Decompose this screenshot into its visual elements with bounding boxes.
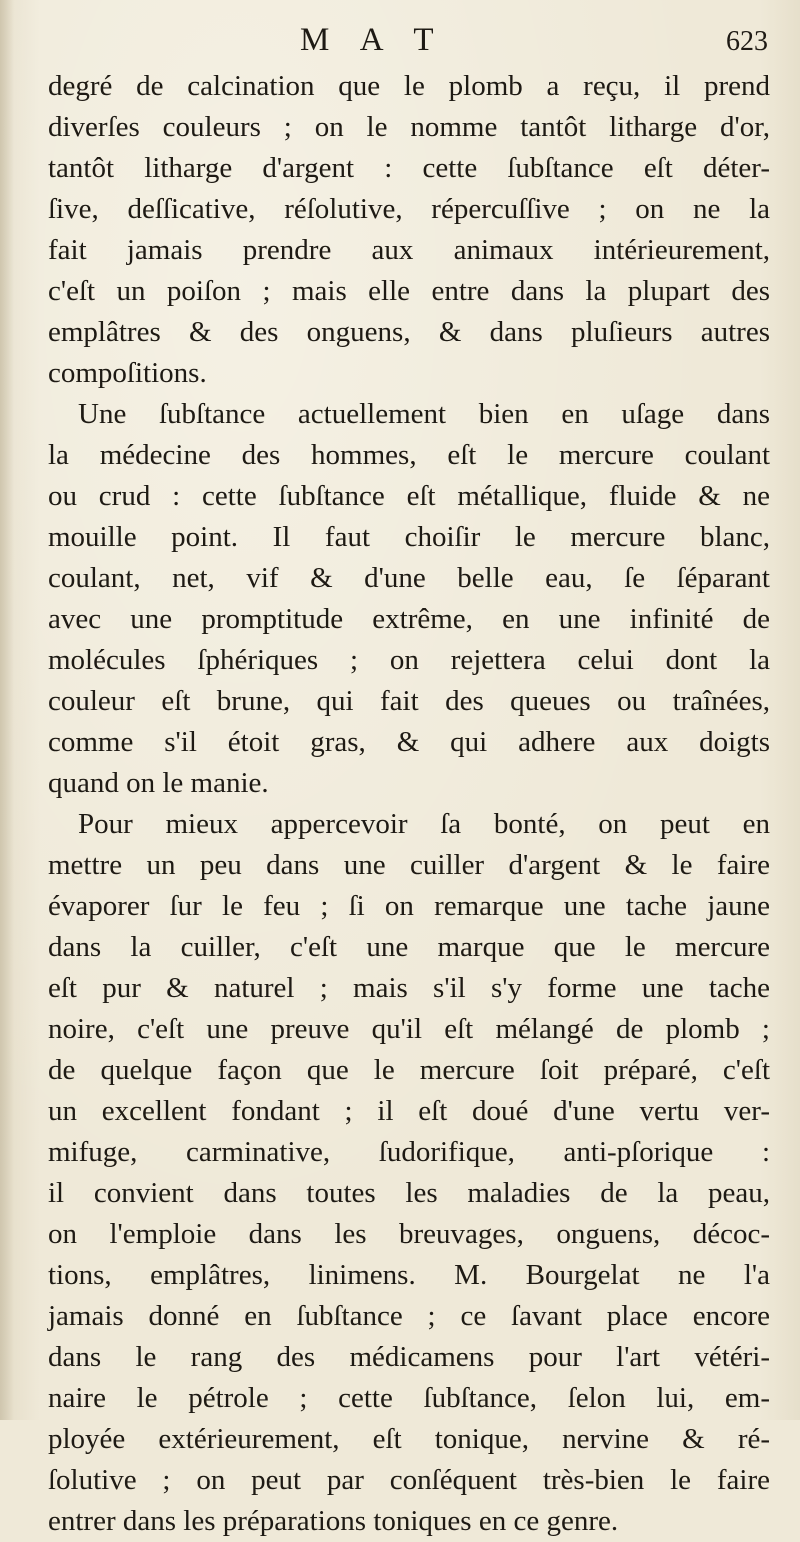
text-line: dans la cuiller, c'eſt une marque que le mercure (48, 931, 770, 963)
text-line: ſolutive ; on peut par conſéquent très-bien le faire (48, 1464, 770, 1496)
text-line: coulant, net, vif & d'une belle eau, ſe ſéparant (48, 562, 770, 594)
text-line: c'eſt un poiſon ; mais elle entre dans la plupart des (48, 275, 770, 307)
text-line: un excellent fondant ; il eſt doué d'une vertu ver- (48, 1095, 770, 1127)
text-line: tantôt litharge d'argent : cette ſubſtance eſt déter- (48, 152, 770, 184)
page-header (0, 22, 800, 62)
text-line: tions, emplâtres, linimens. M. Bourgelat ne l'a (48, 1259, 770, 1291)
text-line: la médecine des hommes, eſt le mercure coulant (48, 439, 770, 471)
text-line: jamais donné en ſubſtance ; ce ſavant place encore (48, 1300, 770, 1332)
text-line: ou crud : cette ſubſtance eſt métallique, fluide & ne (48, 480, 770, 512)
text-line: diverſes couleurs ; on le nomme tantôt litharge d'or, (48, 111, 770, 143)
paragraph-start-line: Pour mieux appercevoir ſa bonté, on peut en (78, 808, 770, 840)
text-line: noire, c'eſt une preuve qu'il eſt mélangé de plomb ; (48, 1013, 770, 1045)
text-line: de quelque façon que le mercure ſoit préparé, c'eſt (48, 1054, 770, 1086)
paragraph-end-line: quand on le manie. (48, 767, 269, 799)
text-line: ſive, deſſicative, réſolutive, répercuſſive ; on ne la (48, 193, 770, 225)
text-line: dans le rang des médicamens pour l'art vétéri- (48, 1341, 770, 1373)
paragraph-end-line: entrer dans les préparations toniques en ce genre. (48, 1505, 619, 1537)
text-line: avec une promptitude extrême, en une infinité de (48, 603, 770, 635)
text-line: fait jamais prendre aux animaux intérieurement, (48, 234, 770, 266)
paragraph-end-line: compoſitions. (48, 357, 207, 389)
text-line: évaporer ſur le feu ; ſi on remarque une tache jaune (48, 890, 770, 922)
page-number: 623 (726, 26, 768, 57)
text-line: molécules ſphériques ; on rejettera celui dont la (48, 644, 770, 676)
text-line: il convient dans toutes les maladies de la peau, (48, 1177, 770, 1209)
text-line: emplâtres & des onguens, & dans pluſieurs autres (48, 316, 770, 348)
text-line: ployée extérieurement, eſt tonique, nervine & ré- (48, 1423, 770, 1455)
paragraph-start-line: Une ſubſtance actuellement bien en uſage dans (78, 398, 770, 430)
body-text (48, 66, 770, 1542)
text-line: comme s'il étoit gras, & qui adhere aux doigts (48, 726, 770, 758)
text-line: on l'emploie dans les breuvages, onguens, décoc- (48, 1218, 770, 1250)
text-line: couleur eſt brune, qui fait des queues ou traînées, (48, 685, 770, 717)
text-line: mifuge, carminative, ſudorifique, anti-pſorique : (48, 1136, 770, 1168)
text-line: mouille point. Il faut choiſir le mercure blanc, (48, 521, 770, 553)
text-line: degré de calcination que le plomb a reçu, il prend (48, 70, 770, 102)
text-line: eſt pur & naturel ; mais s'il s'y forme une tache (48, 972, 770, 1004)
text-line: mettre un peu dans une cuiller d'argent & le faire (48, 849, 770, 881)
running-head: M A T (300, 22, 446, 58)
page-gutter-shadow (0, 0, 14, 1420)
text-line: naire le pétrole ; cette ſubſtance, ſelon lui, em- (48, 1382, 770, 1414)
